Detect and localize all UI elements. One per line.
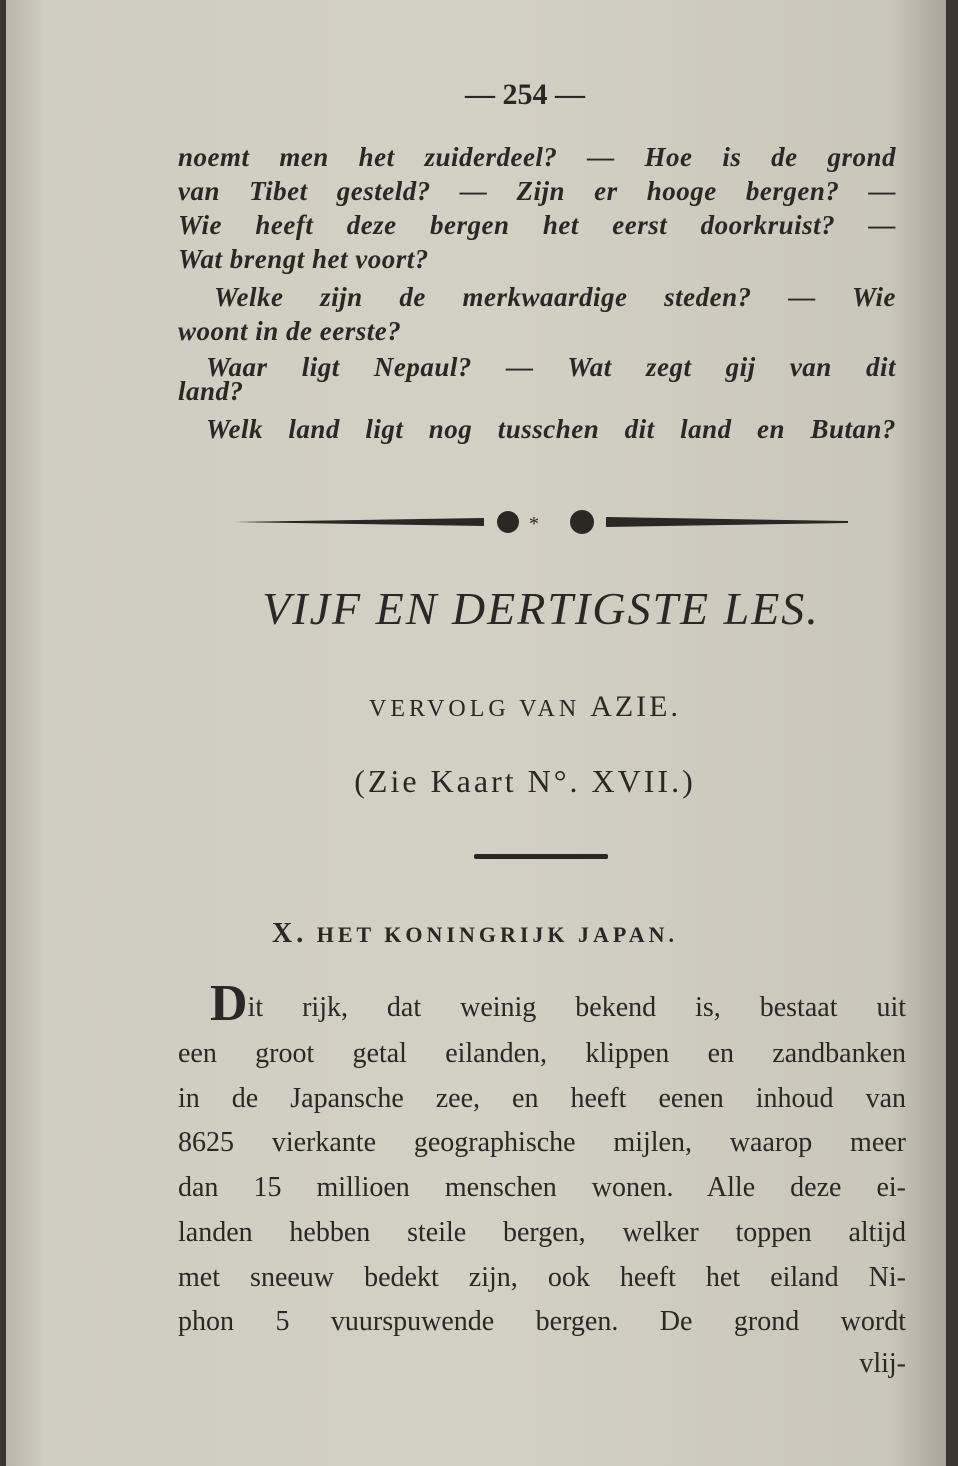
subtitle-main: AZIE. [590, 690, 681, 723]
book-page [6, 0, 946, 1466]
lesson-subtitle [46, 690, 958, 724]
body-line: landen hebben steile bergen, welker toppen altijd [178, 1217, 906, 1248]
body-line: 8625 vierkante geographische mijlen, waarop meer [178, 1127, 906, 1158]
subtitle-prefix: VERVOLG VAN [368, 696, 581, 722]
question-line: Waar ligt Nepaul? — Wat zegt gij van dit [206, 352, 896, 382]
question-line: land? [178, 376, 244, 406]
question-line: Wie heeft deze bergen het eerst doorkruist? — [178, 210, 896, 240]
drop-cap: D [210, 975, 248, 1032]
body-first-text: it rijk, dat weinig bekend is, bestaat uit [247, 992, 906, 1023]
question-line: Wat brengt het voort? [178, 244, 429, 274]
question-line: Welke zijn de merkwaardige steden? — Wie [214, 282, 896, 312]
question-line: noemt men het zuiderdeel? — Hoe is de grond [178, 142, 896, 172]
body-line: dan 15 millioen menschen wonen. Alle deze ei- [178, 1172, 906, 1203]
svg-text:*: * [529, 513, 539, 535]
section-number: X. [271, 918, 308, 949]
body-line: een groot getal eilanden, klippen en zandbanken [178, 1038, 906, 1069]
question-line: van Tibet gesteld? — Zijn er hooge bergen? — [178, 176, 896, 206]
page-number: — 254 — [465, 78, 585, 111]
section-title: HET KONINGRIJK JAPAN. [316, 922, 678, 947]
question-line: Welk land ligt nog tusschen dit land en Butan? [206, 414, 896, 444]
body-line: in de Japansche zee, en heeft eenen inhoud van [178, 1083, 906, 1114]
section-heading [0, 918, 954, 950]
ornament-divider [234, 508, 848, 536]
catchword: vlij- [859, 1348, 906, 1379]
body-line [210, 975, 906, 1032]
body-line: phon 5 vuurspuwende bergen. De grond wordt [178, 1306, 906, 1337]
body-line: met sneeuw bedekt zijn, ook heeft het eiland Ni- [178, 1262, 906, 1293]
question-line: woont in de eerste? [178, 316, 402, 346]
short-rule [474, 854, 608, 859]
lesson-title: VIJF EN DERTIGSTE LES. [262, 583, 820, 634]
map-reference: (Zie Kaart N°. XVII.) [354, 763, 696, 799]
